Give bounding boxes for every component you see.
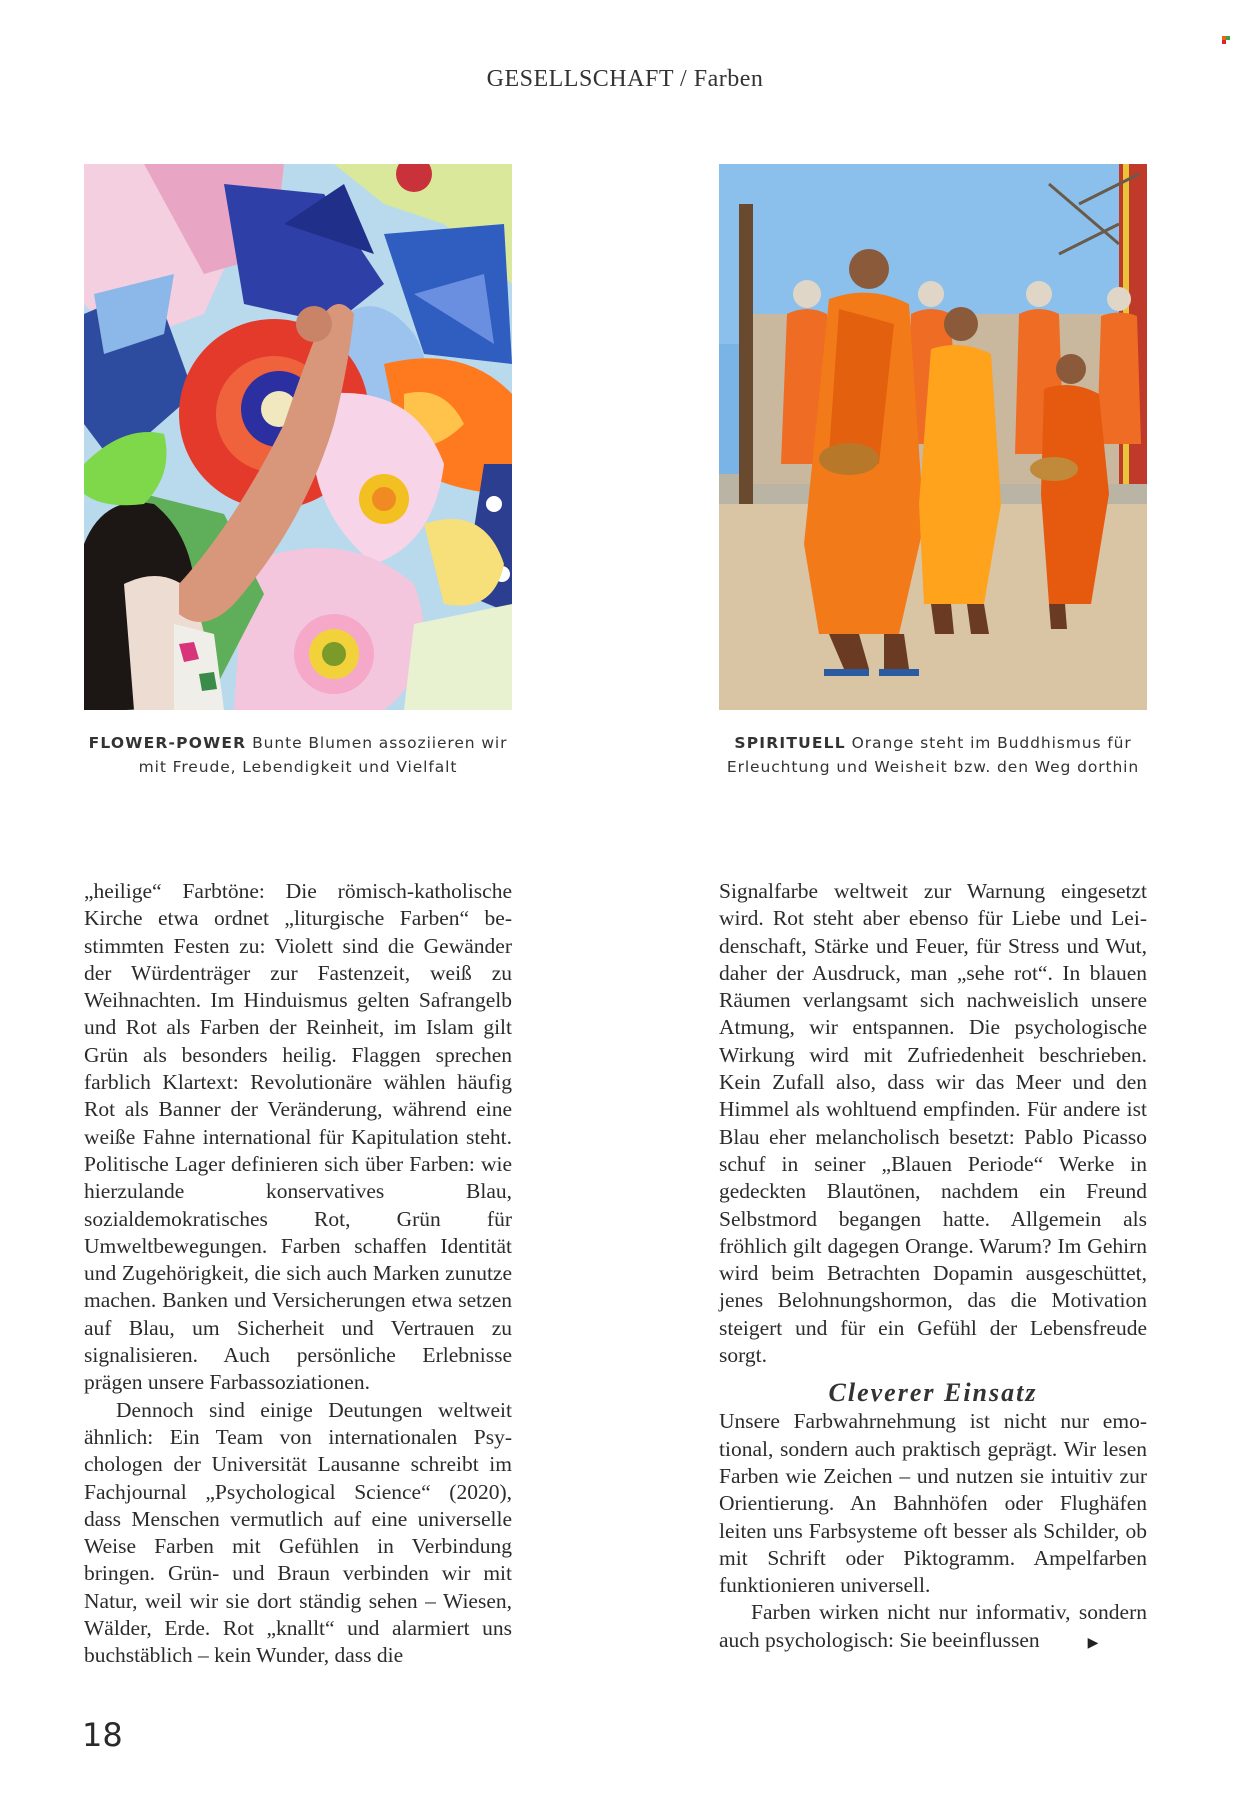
header-topic: Farben	[693, 66, 764, 92]
caption-text-right: Orange steht im Buddhismus für Erleuchtung und Weisheit bzw. den Weg dorthin	[726, 734, 1140, 776]
header-separator: /	[673, 66, 694, 92]
page-header	[0, 66, 1250, 93]
caption-spirituell	[719, 731, 1147, 779]
header-section: GESELLSCHAFT	[486, 66, 674, 92]
caption-text-left: Bunte Blumen assoziieren wir mit Freude, Lebendigkeit und Vielfalt	[138, 734, 508, 776]
continue-arrow-icon: ▶	[1087, 1635, 1099, 1651]
caption-lead-right: SPIRITUELL	[734, 734, 846, 752]
caption-lead-left: FLOWER-POWER	[88, 734, 247, 752]
flower-mural-photo	[84, 164, 512, 710]
left-text-column	[84, 878, 512, 1670]
body-paragraph-text: Farben wirken nicht nur informativ, sondern auch psychologisch: Sie beeinflussen	[719, 1600, 1147, 1652]
caption-flower-power	[84, 731, 512, 779]
right-text-column	[719, 878, 1147, 1657]
body-paragraph: Unsere Farbwahrnehmung ist nicht nur emotional, sondern auch praktisch geprägt. Wir lesen Farben wie Zeichen – und nutzen sie intuitiv zur Orientierung. An Bahnhöfen oder Flughäfen leiten uns Farbsysteme oft besser als Schilder, ob mit Schrift oder Piktogramm. Ampelfarben funktionieren universell.	[719, 1409, 1147, 1598]
subheading: Cleverer Einsatz	[828, 1378, 1038, 1408]
monks-photo	[719, 164, 1147, 710]
page-number: 18	[82, 1716, 123, 1754]
body-paragraph: „heilige“ Farbtöne: Die römisch-katholische Kirche etwa ordnet „liturgische Farben“ bestimmten Festen zu: Violett sind die Gewänder der Würdenträger zur Fastenzeit, weiß zu Weihnachten. Im Hinduismus gelten Safrangelb und Rot als Farben der Reinheit, im Islam gilt Grün als besonders heilig. Flaggen sprechen farblich Klartext: Revolutionäre wählen häufig Rot als Banner der Veränderung, während eine weiße Fahne international für Kapitulation steht. Politische Lager definieren sich über Farben: wie hierzulande konservatives Blau, sozialdemokratisches Rot, Grün für Umweltbewegungen. Farben schaffen Identität und Zugehörigkeit, die sich auch Marken zunutze machen. Banken und Versicherungen etwa setzen auf Blau, um Sicherheit und Vertrauen zu signalisieren. Auch persönliche Erlebnisse prägen unsere Farbassoziationen.	[84, 879, 512, 1395]
body-paragraph-last	[719, 1599, 1147, 1657]
corner-color-mark	[1222, 36, 1230, 44]
body-paragraph: Signalfarbe weltweit zur Warnung eingesetzt wird. Rot steht aber ebenso für Liebe und Leidenschaft, Stärke und Feuer, für Stress und Wut, daher der Ausdruck, man „sehe rot“. In blauen Räumen verlangsamt sich nachweislich unsere Atmung, wir entspannen. Die psychologische Wirkung wird mit Zufriedenheit beschrieben. Kein Zufall also, dass wir das Meer und den Himmel als wohltuend empfinden. Für andere ist Blau eher melancholisch besetzt: Pablo Picasso schuf in seiner „Blauen Periode“ Werke in gedeckten Blautönen, nachdem ein Freund Selbstmord begangen hatte. Allgemein als fröhlich gilt dagegen Orange. Warum? Im Gehirn wird beim Betrachten Dopamin ausgeschüttet, jenes Belohnungshormon, das die Motivation steigert und für ein Gefühl der Lebensfreude sorgt.	[719, 879, 1147, 1368]
body-paragraph: Dennoch sind einige Deutungen weltweit ähnlich: Ein Team von internationalen Psychologen der Universität Lausanne schreibt im Fachjournal „Psychological Science“ (2020), dass Menschen vermutlich auf eine universelle Weise Farben mit Gefühlen in Verbindung bringen. Grün- und Braun verbinden wir mit Natur, weil wir sie dort ständig sehen – Wiesen, Wälder, Erde. Rot „knallt“ und alarmiert uns buchstäblich – kein Wunder, dass die	[84, 1397, 512, 1668]
